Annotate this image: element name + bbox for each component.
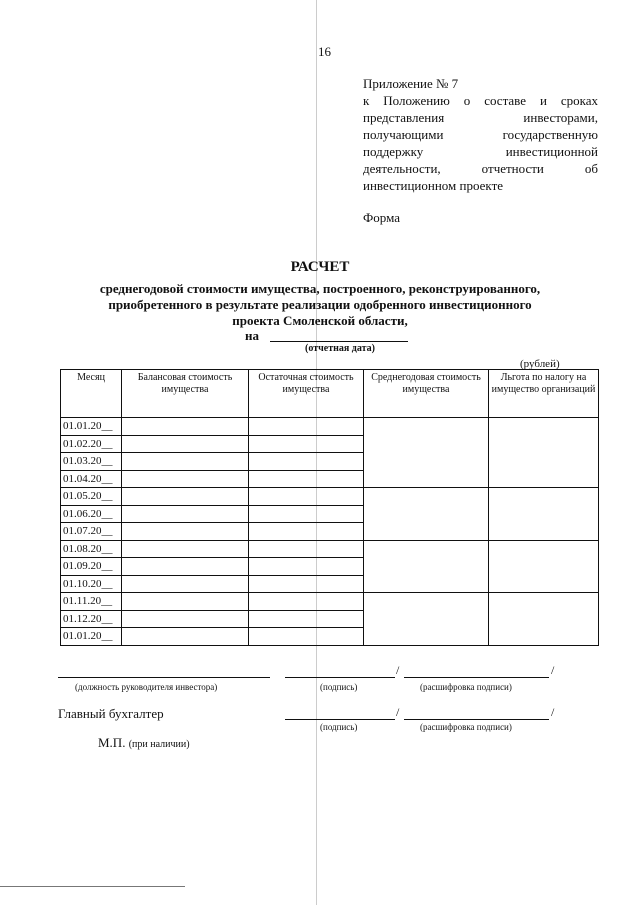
position-caption: (должность руководителя инвестора) [75,682,218,692]
month-cell: 01.12.20__ [61,610,122,628]
month-cell: 01.01.20__ [61,628,122,646]
month-cell: 01.11.20__ [61,593,122,611]
subtitle-line: приобретенного в результате реализации одобренного инвестиционного [108,297,532,312]
decoding-field-line[interactable] [404,719,549,720]
residual-cell[interactable] [249,418,364,436]
balance-cell[interactable] [122,418,249,436]
subtitle-line: среднегодовой стоимости имущества, построенного, реконструированного, [99,281,541,296]
residual-cell[interactable] [249,453,364,471]
month-cell: 01.06.20__ [61,505,122,523]
appendix-line: инвестиционном проекте [363,178,504,193]
header-tax-benefit: Льгота по налогу на имущество организаций [489,370,599,418]
average-cell[interactable] [364,488,489,541]
residual-cell[interactable] [249,505,364,523]
balance-cell[interactable] [122,540,249,558]
balance-cell[interactable] [122,435,249,453]
stamp-note: (при наличии) [128,739,190,750]
benefit-cell[interactable] [489,540,599,593]
average-cell[interactable] [364,593,489,646]
average-cell[interactable] [364,418,489,488]
page-number: 16 [318,44,331,59]
signature-caption: (подпись) [320,682,358,692]
month-cell: 01.07.20__ [61,523,122,541]
benefit-cell[interactable] [489,418,599,488]
appendix-block [363,75,598,194]
month-cell: 01.03.20__ [61,453,122,471]
appendix-line: Приложение № 7 [363,76,459,91]
balance-cell[interactable] [122,453,249,471]
chief-accountant-label: Главный бухгалтер [58,706,164,721]
date-caption: (отчетная дата) [305,343,375,354]
month-cell: 01.05.20__ [61,488,122,506]
residual-cell[interactable] [249,435,364,453]
appendix-line: поддержку инвестиционной [363,144,598,159]
benefit-cell[interactable] [489,593,599,646]
month-cell: 01.08.20__ [61,540,122,558]
balance-cell[interactable] [122,575,249,593]
signature-field-line[interactable] [285,719,395,720]
date-field-line[interactable] [270,341,408,342]
benefit-cell[interactable] [489,488,599,541]
balance-cell[interactable] [122,558,249,576]
residual-cell[interactable] [249,470,364,488]
residual-cell[interactable] [249,593,364,611]
residual-cell[interactable] [249,488,364,506]
residual-cell[interactable] [249,628,364,646]
appendix-line: к Положению о составе и сроках [363,93,598,108]
form-label: Форма [363,210,400,225]
position-field-line[interactable] [58,677,270,678]
appendix-line: получающими государственную [363,127,598,142]
appendix-line: деятельности, отчетности об [363,161,598,176]
residual-cell[interactable] [249,558,364,576]
footnote-separator [0,886,185,887]
header-residual-value: Остаточная стоимость имущества [249,370,364,418]
stamp-text: М.П. [98,735,126,750]
decoding-caption: (расшифровка подписи) [420,682,512,692]
calculation-table [60,369,599,646]
separator-slash: / [551,663,555,677]
header-balance-value: Балансовая стоимость имущества [122,370,249,418]
signature-field-line[interactable] [285,677,395,678]
appendix-line: представления инвесторами, [363,110,598,125]
balance-cell[interactable] [122,523,249,541]
document-title: РАСЧЕТ [290,259,350,275]
header-month: Месяц [61,370,122,418]
residual-cell[interactable] [249,610,364,628]
residual-cell[interactable] [249,540,364,558]
balance-cell[interactable] [122,470,249,488]
date-prefix: на [245,328,259,343]
units-label: (рублей) [520,358,560,370]
separator-slash: / [551,705,555,719]
separator-slash: / [396,663,400,677]
table-row [61,488,599,506]
balance-cell[interactable] [122,488,249,506]
table-header-row [61,370,599,418]
month-cell: 01.02.20__ [61,435,122,453]
residual-cell[interactable] [249,575,364,593]
header-average-value: Среднегодовая стоимость имущества [364,370,489,418]
document-subtitle [0,281,640,329]
table-row [61,540,599,558]
decoding-field-line[interactable] [404,677,549,678]
balance-cell[interactable] [122,505,249,523]
decoding-caption: (расшифровка подписи) [420,722,512,732]
residual-cell[interactable] [249,523,364,541]
separator-slash: / [396,705,400,719]
month-cell: 01.10.20__ [61,575,122,593]
month-cell: 01.01.20__ [61,418,122,436]
month-cell: 01.09.20__ [61,558,122,576]
balance-cell[interactable] [122,628,249,646]
balance-cell[interactable] [122,610,249,628]
table-row [61,418,599,436]
subtitle-line: проекта Смоленской области, [232,313,408,328]
table-row [61,593,599,611]
month-cell: 01.04.20__ [61,470,122,488]
average-cell[interactable] [364,540,489,593]
stamp-label [98,735,190,751]
balance-cell[interactable] [122,593,249,611]
signature-caption: (подпись) [320,722,358,732]
